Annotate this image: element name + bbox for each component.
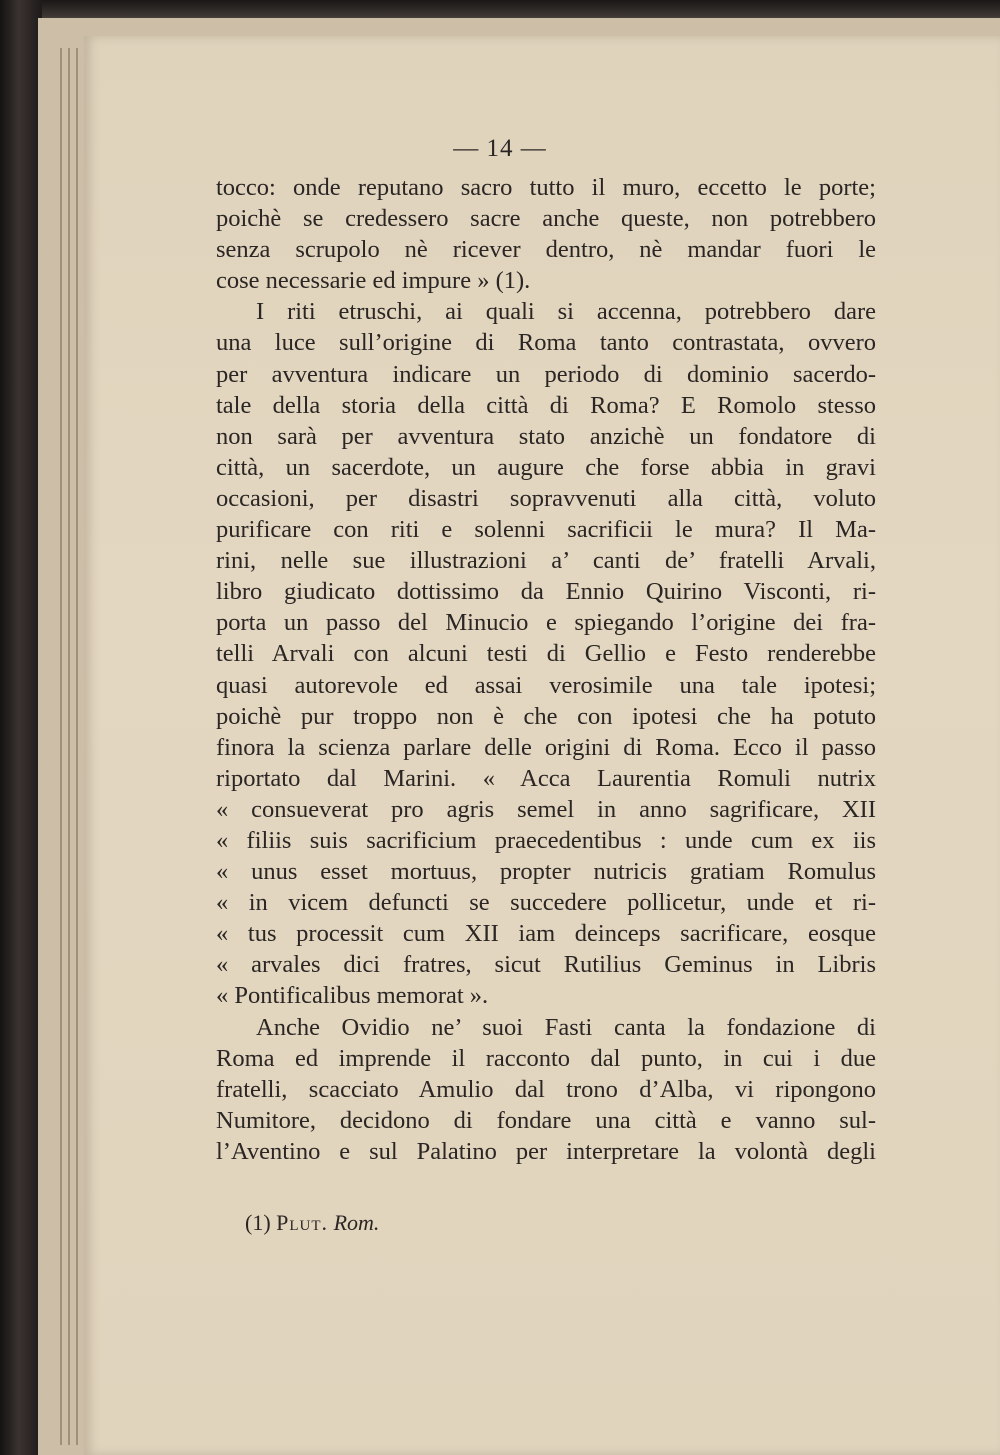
text-line: « filiis suis sacrificium praecedentibus : unde cum ex iis <box>216 826 876 854</box>
text-line: libro giudicato dottissimo da Ennio Quirino Visconti, ri- <box>216 578 876 606</box>
text-line: poichè pur troppo non è che con ipotesi che ha potuto <box>216 702 876 730</box>
text-line: porta un passo del Minucio e spiegando l’origine dei fra- <box>216 609 876 637</box>
text-line: riportato dal Marini. « Acca Laurentia Romuli nutrix <box>216 764 876 792</box>
text-line: cose necessarie ed impure » (1). <box>216 267 531 295</box>
page-edge-line <box>68 48 70 1445</box>
text-line: « in vicem defuncti se succedere pollicetur, unde et ri- <box>216 889 876 917</box>
book-binding <box>0 0 42 1455</box>
page-number: — 14 — <box>453 135 547 162</box>
text-line: per avventura indicare un periodo di dominio sacerdo- <box>216 360 876 388</box>
text-line: Roma ed imprende il racconto dal punto, in cui i due <box>216 1044 876 1072</box>
footnote-work: Rom. <box>333 1210 380 1235</box>
text-line: « arvales dici fratres, sicut Rutilius Geminus in Libris <box>216 951 876 979</box>
text-line: « tus processit cum XII iam deinceps sacrificare, eosque <box>216 920 876 948</box>
text-line: occasioni, per disastri sopravvenuti alla città, voluto <box>216 484 876 512</box>
footnote-marker: (1) <box>245 1210 271 1235</box>
footnote <box>245 1210 379 1236</box>
text-line: poichè se credessero sacre anche queste, non potrebbero <box>216 205 876 233</box>
text-line: l’Aventino e sul Palatino per interpretare la volontà degli <box>216 1137 876 1165</box>
page-edge-line <box>60 48 62 1445</box>
footnote-author: Plut. <box>276 1210 329 1235</box>
text-line: purificare con riti e solenni sacrificii le mura? Il Ma- <box>216 516 876 544</box>
text-line: tocco: onde reputano sacro tutto il muro, eccetto le porte; <box>216 174 876 201</box>
text-line: fratelli, scacciato Amulio dal trono d’Alba, vi ripongono <box>216 1075 876 1103</box>
text-line: non sarà per avventura stato anzichè un fondatore di <box>216 422 876 450</box>
text-line: « Pontificalibus memorat ». <box>216 982 489 1010</box>
text-line: « unus esset mortuus, propter nutricis gratiam Romulus <box>216 858 876 886</box>
body-text <box>216 172 876 1167</box>
text-line: città, un sacerdote, un augure che forse abbia in gravi <box>216 453 876 481</box>
text-line: quasi autorevole ed assai verosimile una tale ipotesi; <box>216 671 876 699</box>
text-line: I riti etruschi, ai quali si accenna, potrebbero dare <box>256 298 876 326</box>
text-line: rini, nelle sue illustrazioni a’ canti de’ fratelli Arvali, <box>216 547 876 575</box>
text-line: Anche Ovidio ne’ suoi Fasti canta la fondazione di <box>256 1013 876 1041</box>
text-line: Numitore, decidono di fondare una città e vanno sul- <box>216 1106 876 1134</box>
page-edge-line <box>76 48 78 1445</box>
text-line: senza scrupolo nè ricever dentro, nè mandar fuori le <box>216 236 876 264</box>
text-line: una luce sull’origine di Roma tanto contrastata, ovvero <box>216 329 876 357</box>
text-line: « consueverat pro agris semel in anno sagrificare, XII <box>216 795 876 823</box>
text-line: finora la scienza parlare delle origini di Roma. Ecco il passo <box>216 733 876 761</box>
text-line: tale della storia della città di Roma? E Romolo stesso <box>216 391 876 419</box>
text-line: telli Arvali con alcuni testi di Gellio e Festo renderebbe <box>216 640 876 668</box>
